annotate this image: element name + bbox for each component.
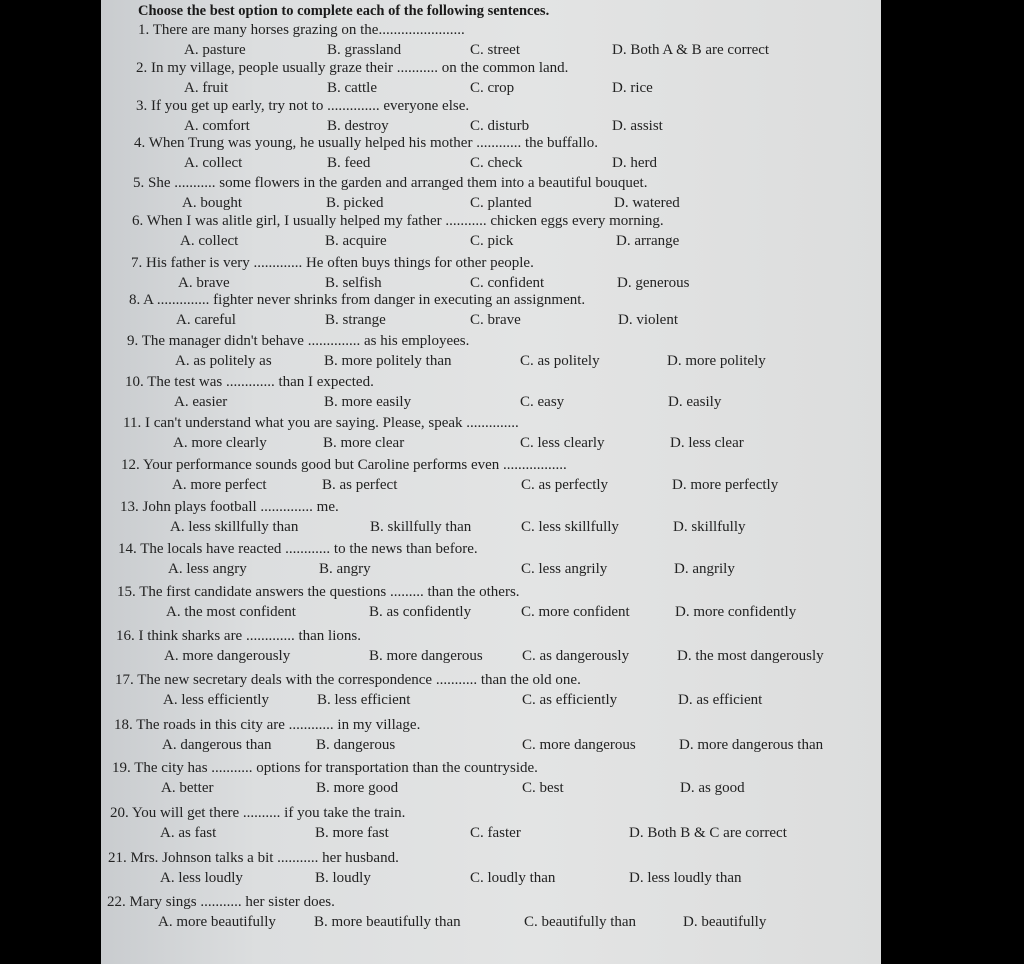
question-22: 22. Mary sings ........... her sister does. <box>107 894 335 910</box>
worksheet-heading: Choose the best option to complete each of the following sentences. <box>138 3 550 19</box>
question-6: 6. When I was alitle girl, I usually helped my father ........... chicken eggs every morning. <box>132 213 664 229</box>
question-9-option-d: D. more politely <box>667 353 766 369</box>
question-17-option-d: D. as efficient <box>678 692 763 708</box>
question-7-option-d: D. generous <box>617 275 690 291</box>
worksheet-paper <box>101 0 881 964</box>
question-20-option-a: A. as fast <box>160 825 217 841</box>
question-20-option-b: B. more fast <box>315 825 389 841</box>
question-13-option-b: B. skillfully than <box>370 519 472 535</box>
question-12-option-d: D. more perfectly <box>672 477 779 493</box>
question-22-option-d: D. beautifully <box>683 914 767 930</box>
question-4-option-a: A. collect <box>184 155 243 171</box>
question-14-option-c: C. less angrily <box>521 561 608 577</box>
question-3-option-c: C. disturb <box>470 118 530 134</box>
question-5-option-d: D. watered <box>614 195 680 211</box>
question-6-option-c: C. pick <box>470 233 514 249</box>
question-21-option-a: A. less loudly <box>160 870 243 886</box>
question-2-option-b: B. cattle <box>327 80 377 96</box>
question-15-option-c: C. more confident <box>521 604 630 620</box>
question-20: 20. You will get there .......... if you take the train. <box>110 805 406 821</box>
question-17-option-a: A. less efficiently <box>163 692 269 708</box>
question-11-option-a: A. more clearly <box>173 435 267 451</box>
question-2-option-c: C. crop <box>470 80 515 96</box>
question-16-option-b: B. more dangerous <box>369 648 483 664</box>
question-9-option-b: B. more politely than <box>324 353 452 369</box>
question-21-option-c: C. loudly than <box>470 870 556 886</box>
question-13-option-d: D. skillfully <box>673 519 746 535</box>
question-19-option-d: D. as good <box>680 780 745 796</box>
question-16-option-a: A. more dangerously <box>164 648 291 664</box>
question-7-option-b: B. selfish <box>325 275 382 291</box>
question-9-option-c: C. as politely <box>520 353 600 369</box>
question-22-option-a: A. more beautifully <box>158 914 276 930</box>
question-2-option-d: D. rice <box>612 80 653 96</box>
question-13-option-c: C. less skillfully <box>521 519 619 535</box>
question-19-option-b: B. more good <box>316 780 399 796</box>
question-7-option-a: A. brave <box>178 275 230 291</box>
question-6-option-b: B. acquire <box>325 233 387 249</box>
question-3: 3. If you get up early, try not to .............. everyone else. <box>136 98 470 114</box>
question-16-option-c: C. as dangerously <box>522 648 630 664</box>
question-19: 19. The city has ........... options for transportation than the countryside. <box>112 760 538 776</box>
question-14-option-b: B. angry <box>319 561 371 577</box>
question-4-option-c: C. check <box>470 155 523 171</box>
question-11-option-c: C. less clearly <box>520 435 605 451</box>
question-9-option-a: A. as politely as <box>175 353 272 369</box>
question-15-option-d: D. more confidently <box>675 604 797 620</box>
question-1-option-b: B. grassland <box>327 42 402 58</box>
question-6-option-a: A. collect <box>180 233 239 249</box>
question-12-option-a: A. more perfect <box>172 477 267 493</box>
question-19-option-c: C. best <box>522 780 564 796</box>
question-3-option-d: D. assist <box>612 118 663 134</box>
question-4-option-d: D. herd <box>612 155 657 171</box>
question-15-option-b: B. as confidently <box>369 604 472 620</box>
question-5-option-b: B. picked <box>326 195 384 211</box>
question-1-option-a: A. pasture <box>184 42 246 58</box>
question-2: 2. In my village, people usually graze their ........... on the common land. <box>136 60 569 76</box>
question-1-option-c: C. street <box>470 42 520 58</box>
question-16-option-d: D. the most dangerously <box>677 648 824 664</box>
question-16: 16. I think sharks are ............. than lions. <box>116 628 361 644</box>
question-15-option-a: A. the most confident <box>166 604 296 620</box>
question-18: 18. The roads in this city are ............ in my village. <box>114 717 421 733</box>
question-14-option-d: D. angrily <box>674 561 735 577</box>
question-4: 4. When Trung was young, he usually helped his mother ............ the buffallo. <box>134 135 598 151</box>
question-10-option-a: A. easier <box>174 394 228 410</box>
question-8-option-a: A. careful <box>176 312 236 328</box>
question-18-option-a: A. dangerous than <box>162 737 272 753</box>
question-8-option-b: B. strange <box>325 312 386 328</box>
question-18-option-b: B. dangerous <box>316 737 396 753</box>
question-14: 14. The locals have reacted ............ to the news than before. <box>118 541 478 557</box>
question-10-option-c: C. easy <box>520 394 565 410</box>
question-8-option-c: C. brave <box>470 312 521 328</box>
question-3-option-a: A. comfort <box>184 118 250 134</box>
question-10-option-d: D. easily <box>668 394 722 410</box>
question-12-option-b: B. as perfect <box>322 477 398 493</box>
question-5: 5. She ........... some flowers in the garden and arranged them into a beautiful bouquet. <box>133 175 648 191</box>
question-13: 13. John plays football .............. me. <box>120 499 339 515</box>
question-18-option-d: D. more dangerous than <box>679 737 824 753</box>
question-5-option-c: C. planted <box>470 195 532 211</box>
question-7: 7. His father is very ............. He often buys things for other people. <box>131 255 534 271</box>
question-2-option-a: A. fruit <box>184 80 229 96</box>
question-8: 8. A .............. fighter never shrinks from danger in executing an assignment. <box>129 292 586 308</box>
question-8-option-d: D. violent <box>618 312 678 328</box>
question-10-option-b: B. more easily <box>324 394 412 410</box>
question-17-option-c: C. as efficiently <box>522 692 618 708</box>
question-14-option-a: A. less angry <box>168 561 247 577</box>
question-1-option-d: D. Both A & B are correct <box>612 42 770 58</box>
question-17-option-b: B. less efficient <box>317 692 411 708</box>
question-19-option-a: A. better <box>161 780 214 796</box>
question-11: 11. I can't understand what you are saying. Please, speak .............. <box>123 415 519 431</box>
question-12: 12. Your performance sounds good but Caroline performs even ................. <box>121 457 567 473</box>
question-21-option-b: B. loudly <box>315 870 371 886</box>
question-15: 15. The first candidate answers the questions ......... than the others. <box>117 584 520 600</box>
question-22-option-b: B. more beautifully than <box>314 914 461 930</box>
question-21: 21. Mrs. Johnson talks a bit ........... her husband. <box>108 850 399 866</box>
question-13-option-a: A. less skillfully than <box>170 519 299 535</box>
question-21-option-d: D. less loudly than <box>629 870 742 886</box>
question-17: 17. The new secretary deals with the correspondence ........... than the old one. <box>115 672 581 688</box>
question-9: 9. The manager didn't behave .............. as his employees. <box>127 333 470 349</box>
question-10: 10. The test was ............. than I expected. <box>125 374 374 390</box>
question-6-option-d: D. arrange <box>616 233 680 249</box>
question-5-option-a: A. bought <box>182 195 242 211</box>
question-11-option-b: B. more clear <box>323 435 405 451</box>
question-20-option-d: D. Both B & C are correct <box>629 825 787 841</box>
question-20-option-c: C. faster <box>470 825 521 841</box>
question-3-option-b: B. destroy <box>327 118 389 134</box>
question-12-option-c: C. as perfectly <box>521 477 609 493</box>
question-4-option-b: B. feed <box>327 155 371 171</box>
question-11-option-d: D. less clear <box>670 435 744 451</box>
question-7-option-c: C. confident <box>470 275 545 291</box>
question-18-option-c: C. more dangerous <box>522 737 636 753</box>
question-1: 1. There are many horses grazing on the....................... <box>138 22 465 38</box>
question-22-option-c: C. beautifully than <box>524 914 637 930</box>
